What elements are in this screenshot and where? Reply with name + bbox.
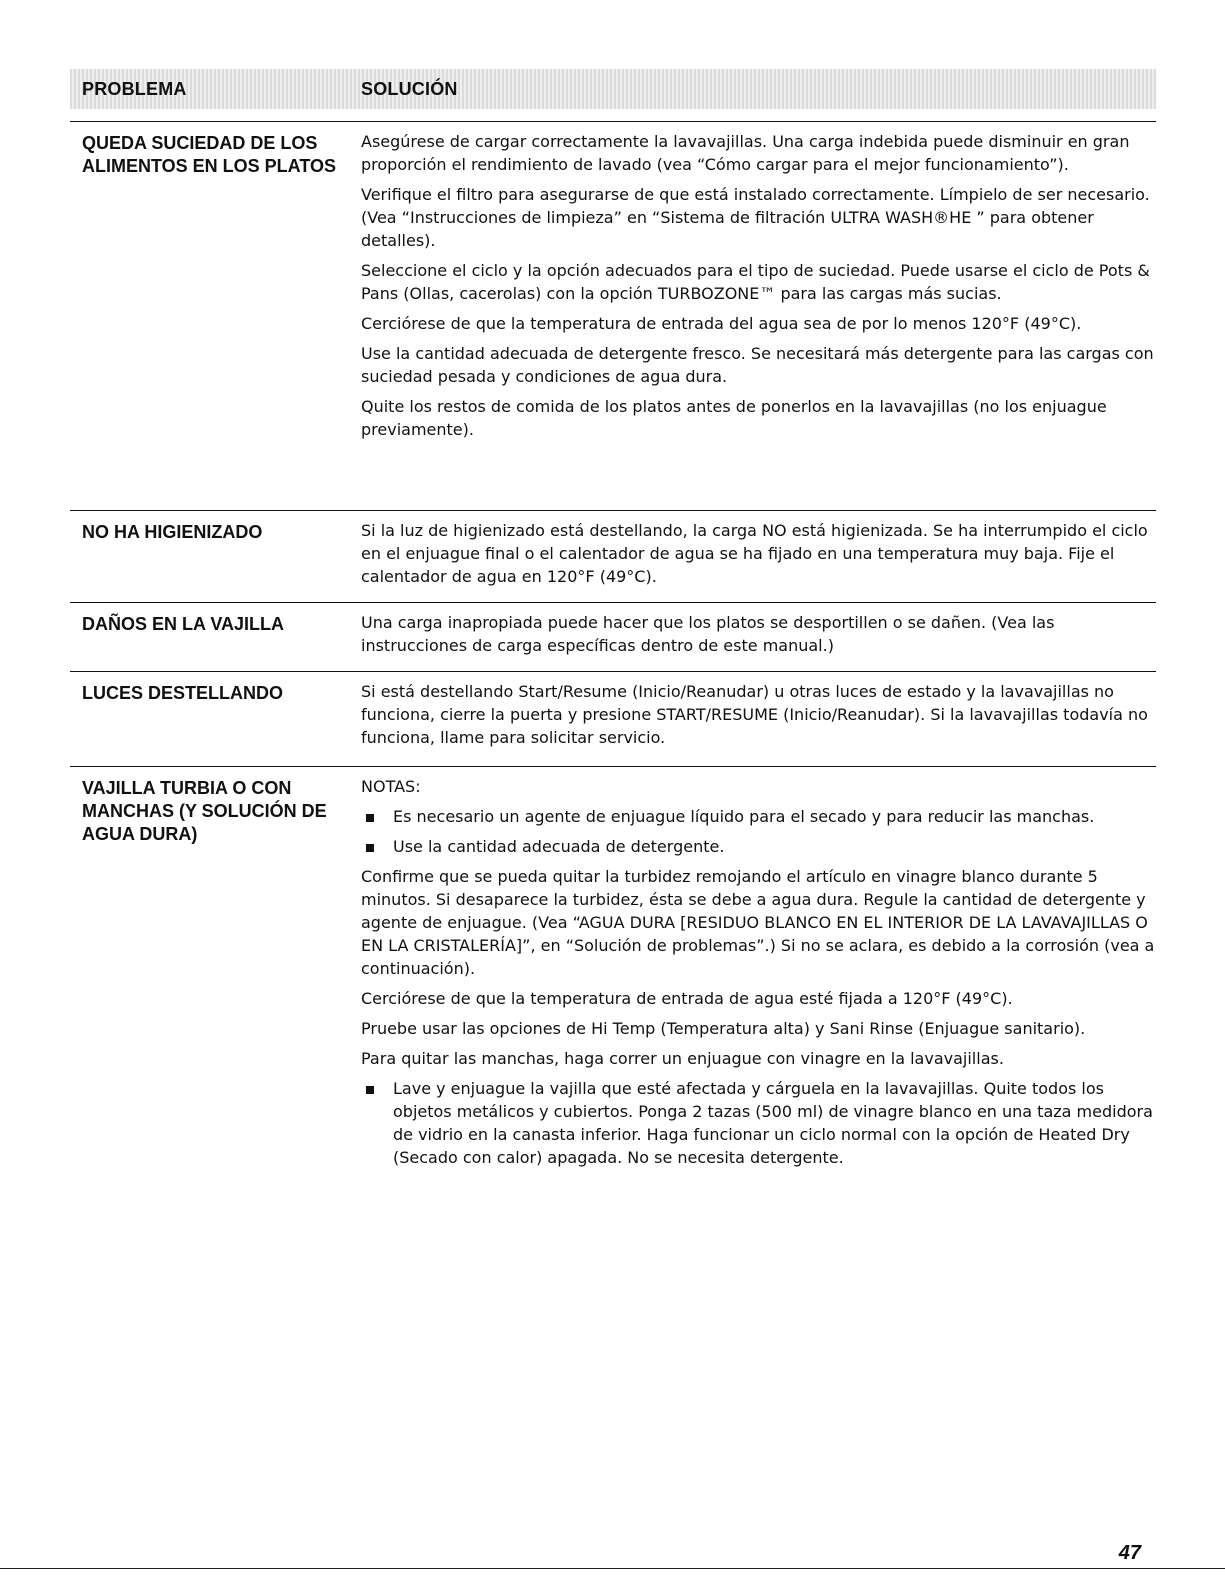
- solution-paragraph: Use la cantidad adecuada de detergente fresco. Se necesitará más detergente para las cargas con suciedad pesada y condiciones de agua dura.: [361, 344, 1154, 386]
- list-item: Use la cantidad adecuada de detergente.: [361, 835, 1156, 858]
- table-row: [70, 121, 1156, 510]
- header-problem: PROBLEMA: [82, 79, 187, 99]
- table-row: [70, 766, 1156, 1169]
- solution-paragraph: Cerciórese de que la temperatura de entrada del agua sea de por lo menos 120°F (49°C).: [361, 314, 1082, 333]
- table-header: [70, 69, 1156, 109]
- problem-label: DAÑOS EN LA VAJILLA: [82, 614, 285, 634]
- page-bottom-rule: [0, 1568, 1225, 1569]
- solution-cell: [361, 767, 1156, 1169]
- solution-cell: [361, 672, 1156, 749]
- list-item: Lave y enjuague la vajilla que esté afectada y cárguela en la lavavajillas. Quite todos los objetos metálicos y cubiertos. Ponga 2 tazas (500 ml) de vinagre blanco en una taza medidora de vidrio en la canasta inferior. Haga funcionar un ciclo normal con la opción de Heated Dry (Secado con calor) apagada. No se necesita detergente.: [361, 1077, 1156, 1169]
- notes-label: NOTAS:: [361, 777, 421, 796]
- problem-label: LUCES DESTELLANDO: [82, 683, 284, 703]
- header-solution: SOLUCIÓN: [361, 79, 458, 99]
- problem-label: QUEDA SUCIEDAD DE LOS ALIMENTOS EN LOS PLATOS: [82, 133, 337, 176]
- solution-cell: [361, 603, 1156, 657]
- problem-label: VAJILLA TURBIA O CON MANCHAS (Y SOLUCIÓN DE AGUA DURA): [82, 778, 327, 844]
- solution-paragraph: Asegúrese de cargar correctamente la lavavajillas. Una carga indebida puede disminuir en gran proporción el rendimiento de lavado (vea “Cómo cargar para el mejor funcionamiento”).: [361, 132, 1130, 174]
- solution-paragraph: Confirme que se pueda quitar la turbidez remojando el artículo en vinagre blanco durante 5 minutos. Si desaparece la turbidez, ésta se debe a agua dura. Regule la cantidad de detergente y agente de enjuague. (Vea “AGUA DURA [RESIDUO BLANCO EN EL INTERIOR DE LA LAVAVAJILLAS O EN LA CRISTALERÍA]”, en “Solución de problemas”.) Si no se aclara, es debido a la corrosión (vea a continuación).: [361, 867, 1155, 978]
- solution-paragraph: Seleccione el ciclo y la opción adecuados para el tipo de suciedad. Puede usarse el ciclo de Pots & Pans (Ollas, cacerolas) con la opción TURBOZONE™ para las cargas más sucias.: [361, 261, 1150, 303]
- table-row: [70, 602, 1156, 671]
- solution-paragraph: Si está destellando Start/Resume (Inicio/Reanudar) u otras luces de estado y la lavavajillas no funciona, cierre la puerta y presione START/RESUME (Inicio/Reanudar). Si la lavavajillas todavía no funciona, llame para solicitar servicio.: [361, 682, 1148, 747]
- solution-cell: [361, 122, 1156, 441]
- steps-list: [361, 1077, 1156, 1169]
- troubleshooting-table: [70, 69, 1156, 1176]
- table-row: [70, 510, 1156, 602]
- solution-paragraph: Verifique el filtro para asegurarse de que está instalado correctamente. Límpielo de ser necesario. (Vea “Instrucciones de limpieza” en “Sistema de filtración ULTRA WASH®HE ” para obtener detalles).: [361, 185, 1150, 250]
- solution-paragraph: Cerciórese de que la temperatura de entrada de agua esté fijada a 120°F (49°C).: [361, 989, 1013, 1008]
- table-row: [70, 671, 1156, 766]
- solution-paragraph: Si la luz de higienizado está destellando, la carga NO está higienizada. Se ha interrumpido el ciclo en el enjuague final o el calentador de agua se ha fijado en una temperatura muy baja. Fije el calentador de agua en 120°F (49°C).: [361, 521, 1148, 586]
- solution-paragraph: Pruebe usar las opciones de Hi Temp (Temperatura alta) y Sani Rinse (Enjuague sanitario).: [361, 1019, 1086, 1038]
- solution-paragraph: Una carga inapropiada puede hacer que los platos se desportillen o se dañen. (Vea las instrucciones de carga específicas dentro de este manual.): [361, 613, 1055, 655]
- problem-label: NO HA HIGIENIZADO: [82, 522, 263, 542]
- list-item: Es necesario un agente de enjuague líquido para el secado y para reducir las manchas.: [361, 805, 1156, 828]
- solution-paragraph: Quite los restos de comida de los platos antes de ponerlos en la lavavajillas (no los enjuague previamente).: [361, 397, 1107, 439]
- page-number: 47: [1118, 1542, 1141, 1564]
- solution-cell: [361, 511, 1156, 588]
- notes-list: [361, 805, 1156, 858]
- solution-paragraph: Para quitar las manchas, haga correr un enjuague con vinagre en la lavavajillas.: [361, 1049, 1004, 1068]
